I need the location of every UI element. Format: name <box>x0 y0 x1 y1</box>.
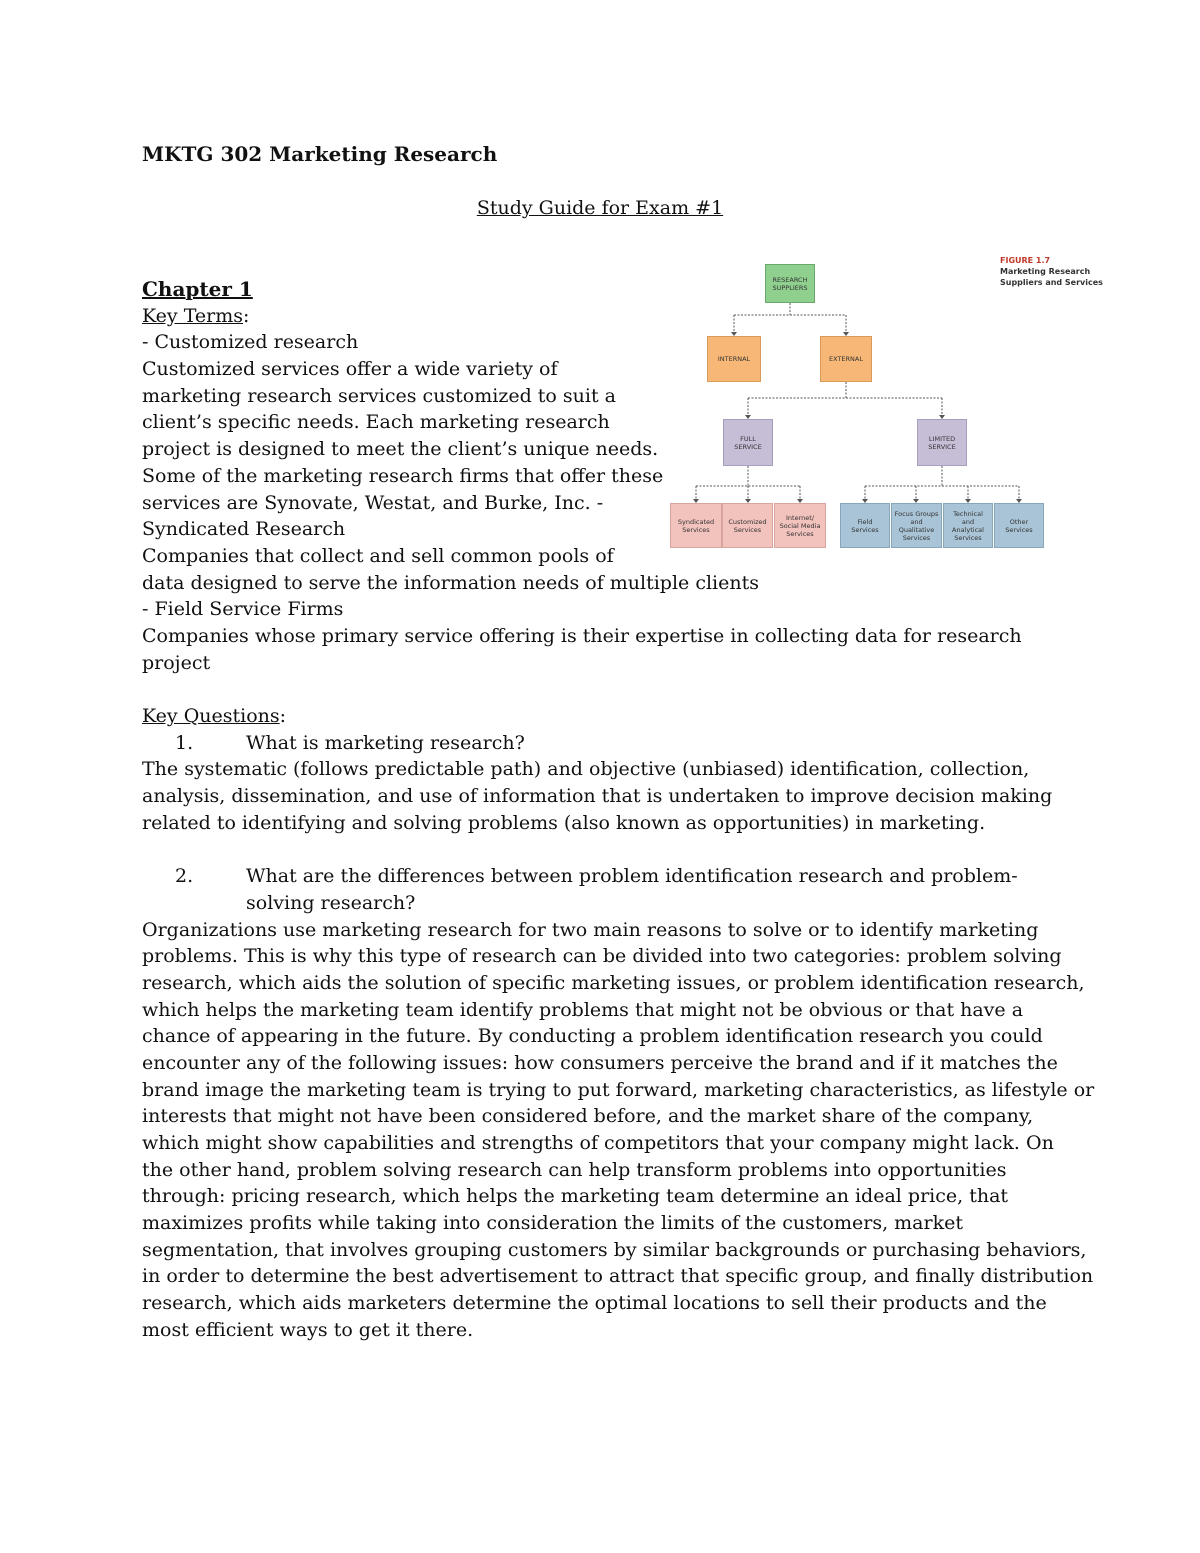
text-line: Syndicated Research <box>142 518 346 541</box>
answer-line: Organizations use marketing research for two main reasons to solve or to identify marketing <box>142 918 1039 941</box>
text-line: data designed to serve the information needs of multiple clients <box>142 571 759 594</box>
node-other-services: Other Services <box>994 503 1044 548</box>
answer-line: interests that might not have been considered before, and the market share of the company, <box>142 1105 1034 1128</box>
text-line: project is designed to meet the client’s unique needs. <box>142 438 659 461</box>
answer-line: which helps the marketing team identify problems that might not be obvious or that have a <box>142 998 1024 1021</box>
answer-line: brand image the marketing team is trying to put forward, marketing characteristics, as lifestyle or <box>142 1078 1095 1101</box>
text-line: - Field Service Firms <box>142 598 344 621</box>
chapter-heading: Chapter 1 <box>142 277 253 301</box>
node-limited-service: LIMITED SERVICE <box>917 419 967 466</box>
text-line: Companies that collect and sell common pools of <box>142 544 614 567</box>
question-text-continued: solving research? <box>246 891 416 914</box>
node-field-services: Field Services <box>840 503 890 548</box>
question-text: What is marketing research? <box>246 731 525 754</box>
text-line: Companies whose primary service offering is their expertise in collecting data for research <box>142 624 1022 647</box>
document-title: MKTG 302 Marketing Research <box>142 142 498 166</box>
node-focus-groups: Focus Groups and Qualitative Services <box>891 503 942 548</box>
node-external: EXTERNAL <box>820 336 872 382</box>
answer-line: related to identifying and solving problems (also known as opportunities) in marketing. <box>142 811 986 834</box>
answer-line: analysis, dissemination, and use of information that is undertaken to improve decision making <box>142 785 1053 808</box>
text-line: services are Synovate, Westat, and Burke, Inc. - <box>142 491 604 514</box>
answer-line: research, which aids the solution of specific marketing issues, or problem identification research, <box>142 971 1085 994</box>
question-number: 2. <box>175 865 194 888</box>
answer-line: segmentation, that involves grouping customers by similar backgrounds or purchasing behaviors, <box>142 1238 1087 1261</box>
answer-line: the other hand, problem solving research can help transform problems into opportunities <box>142 1158 1007 1181</box>
node-technical-analytical-services: Technical and Analytical Services <box>943 503 993 548</box>
text-line: Some of the marketing research firms that offer these <box>142 464 664 487</box>
key-questions-heading: Key Questions: <box>142 705 287 727</box>
answer-line: most efficient ways to get it there. <box>142 1318 474 1341</box>
answer-line: maximizes profits while taking into consideration the limits of the customers, market <box>142 1212 963 1235</box>
text-line: Customized services offer a wide variety of <box>142 358 558 381</box>
question-number: 1. <box>175 731 194 754</box>
answer-line: through: pricing research, which helps the marketing team determine an ideal price, that <box>142 1185 1009 1208</box>
text-line: - Customized research <box>142 331 359 354</box>
node-full-service: FULL SERVICE <box>723 419 773 466</box>
text-line: client’s specific needs. Each marketing research <box>142 411 610 434</box>
node-customized-services: Customized Services <box>722 503 773 548</box>
question-1 <box>142 730 1072 757</box>
node-syndicated-services: Syndicated Services <box>670 503 722 548</box>
text-line: project <box>142 651 211 674</box>
figure-caption <box>1000 255 1103 288</box>
question-2 <box>142 863 1072 890</box>
text-line: marketing research services customized to suit a <box>142 384 616 407</box>
document-subtitle: Study Guide for Exam #1 <box>476 197 724 219</box>
answer-line: research, which aids marketers determine the optimal locations to sell their products and the <box>142 1292 1047 1315</box>
answer-line: The systematic (follows predictable path) and objective (unbiased) identification, collection, <box>142 758 1030 781</box>
figure-caption-line: Marketing Research <box>1000 267 1091 276</box>
answer-line: problems. This is why this type of research can be divided into two categories: problem solving <box>142 945 1062 968</box>
research-suppliers-figure <box>660 250 1110 560</box>
node-internal: INTERNAL <box>707 336 761 382</box>
node-research-suppliers: RESEARCH SUPPLIERS <box>765 264 815 303</box>
figure-number: FIGURE 1.7 <box>1000 256 1051 265</box>
key-terms-heading: Key Terms: <box>142 304 250 327</box>
answer-line: chance of appearing in the future. By conducting a problem identification research you could <box>142 1025 1043 1048</box>
figure-caption-line: Suppliers and Services <box>1000 278 1103 287</box>
answer-line: encounter any of the following issues: how consumers perceive the brand and if it matches the <box>142 1051 1058 1074</box>
question-text: What are the differences between problem identification research and problem- <box>246 865 1018 888</box>
answer-line: which might show capabilities and strengths of competitors that your company might lack. On <box>142 1132 1054 1154</box>
node-internet-social-media-services: Internet/ Social Media Services <box>774 503 826 548</box>
answer-line: in order to determine the best advertisement to attract that specific group, and finally distribution <box>142 1265 1094 1288</box>
